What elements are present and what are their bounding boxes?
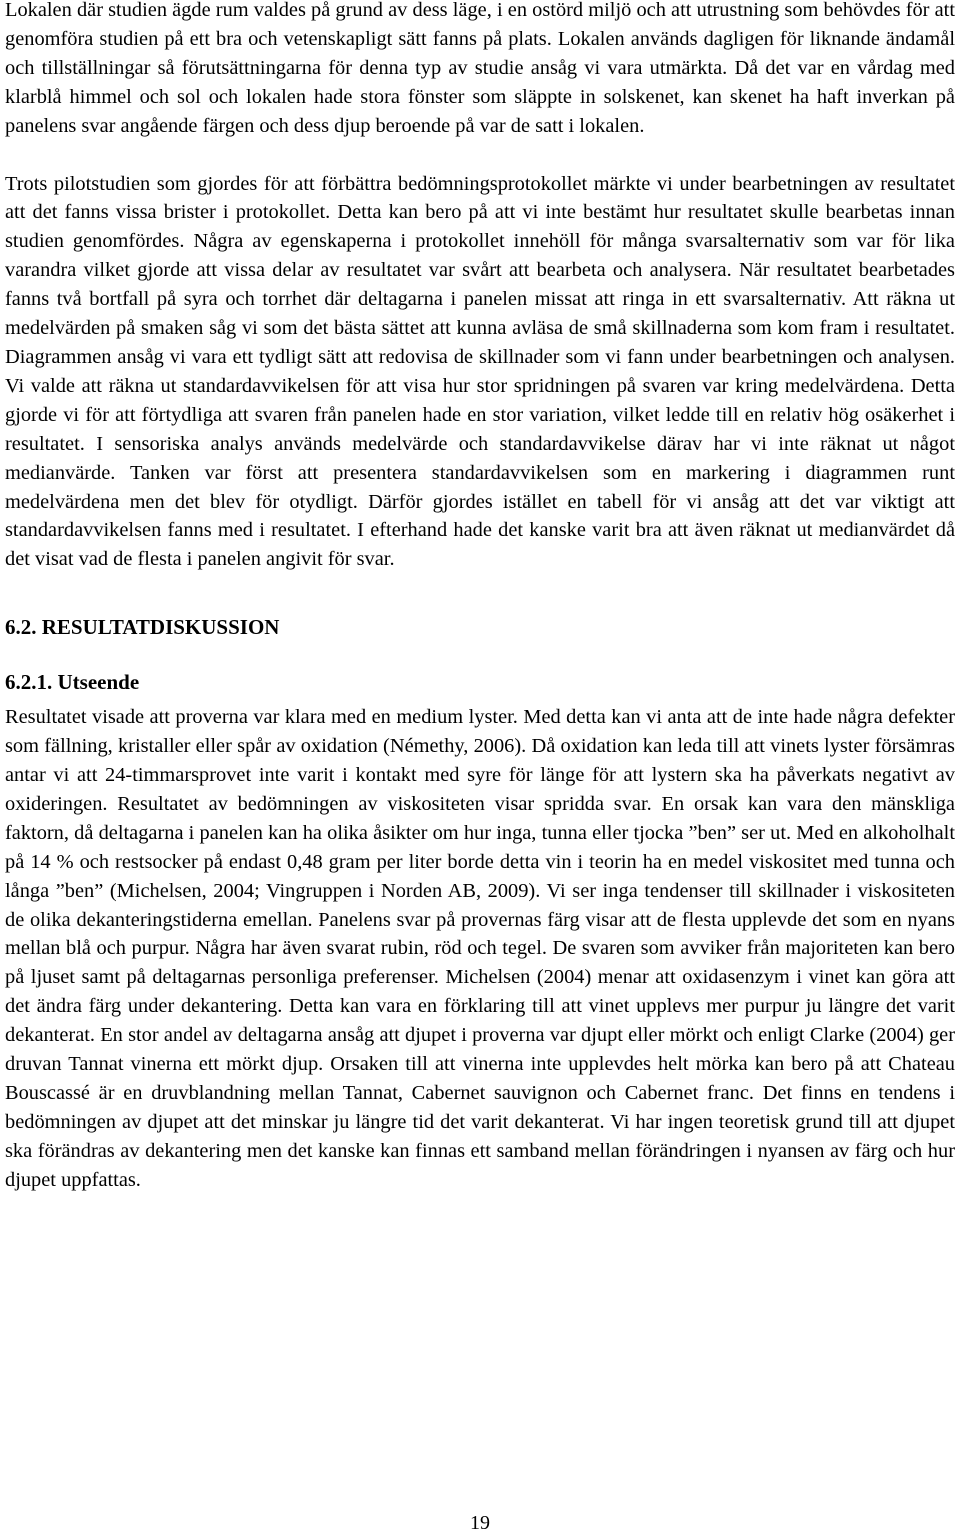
section-heading: 6.2. RESULTATDISKUSSION — [5, 615, 280, 640]
paragraph-appearance: Resultatet visade att proverna var klara med en medium lyster. Med detta kan vi anta att de inte hade några defekter som fällning, kristaller eller spår av oxidation (Némethy, 2006). Då oxidation kan leda till att vinets lyster försämras antar vi att 24-timmarsprovet inte varit i kontakt med syre för länge för att lystern ska ha påverkats negativt av oxideringen. Resultatet av bedömningen av viskositeten visar spridda svar. En orsak kan vara den mänskliga faktorn, då deltagarna i panelen kan ha olika åsikter om hur inga, tunna eller tjocka ”ben” ser ut. Med en alkoholhalt på 14 % och restsocker på endast 0,48 gram per liter borde detta vin i teorin ha en medel viskositet med tunna och långa ”ben” (Michelsen, 2004; Vingruppen i Norden AB, 2009). Vi ser inga tendenser till skillnader i viskositeten de olika dekanteringstiderna emellan. Panelens svar på provernas färg visar att de flesta upplevde det som en nyans mellan blå och purpur. Några har även svarat rubin, röd och tegel. De svaren som avviker från majoriteten kan bero på ljuset samt på deltagarnas personliga preferenser. Michelsen (2004) menar att oxidasenzym i vinet kan göra att det ändra färg under dekantering. Detta kan vara en förklaring till att vinet upplevs mer purpur ju längre det varit dekanterat. En stor andel av deltagarna ansåg att djupet i proverna var djupt eller mörkt och enligt Clarke (2004) ger druvan Tannat vinerna ett mörkt djup. Orsaken till att vinerna inte upplevdes helt mörka kan bero på att Chateau Bouscassé är en druvblandning mellan Tannat, Cabernet sauvignon och Cabernet franc. Det finns en tendens i bedömningen av djupet att det minskar ju längre tid det varit dekanterat. Vi har ingen teoretisk grund till att djupet ska förändras av dekantering men det kanske kan finnas ett samband mellan förändringen i nyansen av färg och hur djupet uppfattas. — [5, 706, 955, 1191]
document-page — [5, 0, 955, 1537]
paragraph-venue: Lokalen där studien ägde rum valdes på grund av dess läge, i en ostörd miljö och att utrustning som behövdes för att genomföra studien på ett bra och vetenskapligt sätt fanns på plats. Lokalen används dagligen för liknande ändamål och tillställningar så förutsättningarna för denna typ av studie ansåg vi vara utmärkta. Då det var en vårdag med klarblå himmel och sol och lokalen hade stora fönster som släppte in solskenet, kan skenet ha haft inverkan på panelens svar angående färgen och dess djup beroende på var de satt i lokalen. — [5, 0, 955, 137]
page-number: 19 — [470, 1512, 490, 1534]
subsection-heading: 6.2.1. Utseende — [5, 670, 140, 695]
paragraph-protocol: Trots pilotstudien som gjordes för att förbättra bedömningsprotokollet märkte vi under bearbetningen av resultatet att det fanns vissa brister i protokollet. Detta kan bero på att vi inte bestämt hur resultatet skulle bearbetas innan studien genomfördes. Några av egenskaperna i protokollet innehöll för många svarsalternativ som var för lika varandra vilket gjorde att vissa delar av resultatet var svårt att bearbeta och analysera. När resultatet bearbetades fanns två bortfall på syra och torrhet där deltagarna i panelen missat att ringa in ett svarsalternativ. Att räkna ut medelvärden på smaken såg vi som det bästa sättet att kunna avläsa de små skillnaderna som kom fram i resultatet. Diagrammen ansåg vi vara ett tydligt sätt att redovisa de skillnader som vi fann under bearbetningen och analysen. Vi valde att räkna ut standardavvikelsen för att visa hur stor spridningen på svaren var kring medelvärdena. Detta gjorde vi för att förtydliga att svaren från panelen hade en stor variation, vilket ledde till en relativ hög osäkerhet i resultatet. I sensoriska analys används medelvärde och standardavvikelse därav har vi inte räknat ut något medianvärde. Tanken var först att presentera standardavvikelsen som en markering i diagrammen runt medelvärdena men det blev för otydligt. Därför gjordes istället en tabell för vi ansåg att det var viktigt att standardavvikelsen fanns med i resultatet. I efterhand hade det kanske varit bra att även räknat ut medianvärdet då det visat vad de flesta i panelen angivit för svar. — [5, 172, 955, 571]
